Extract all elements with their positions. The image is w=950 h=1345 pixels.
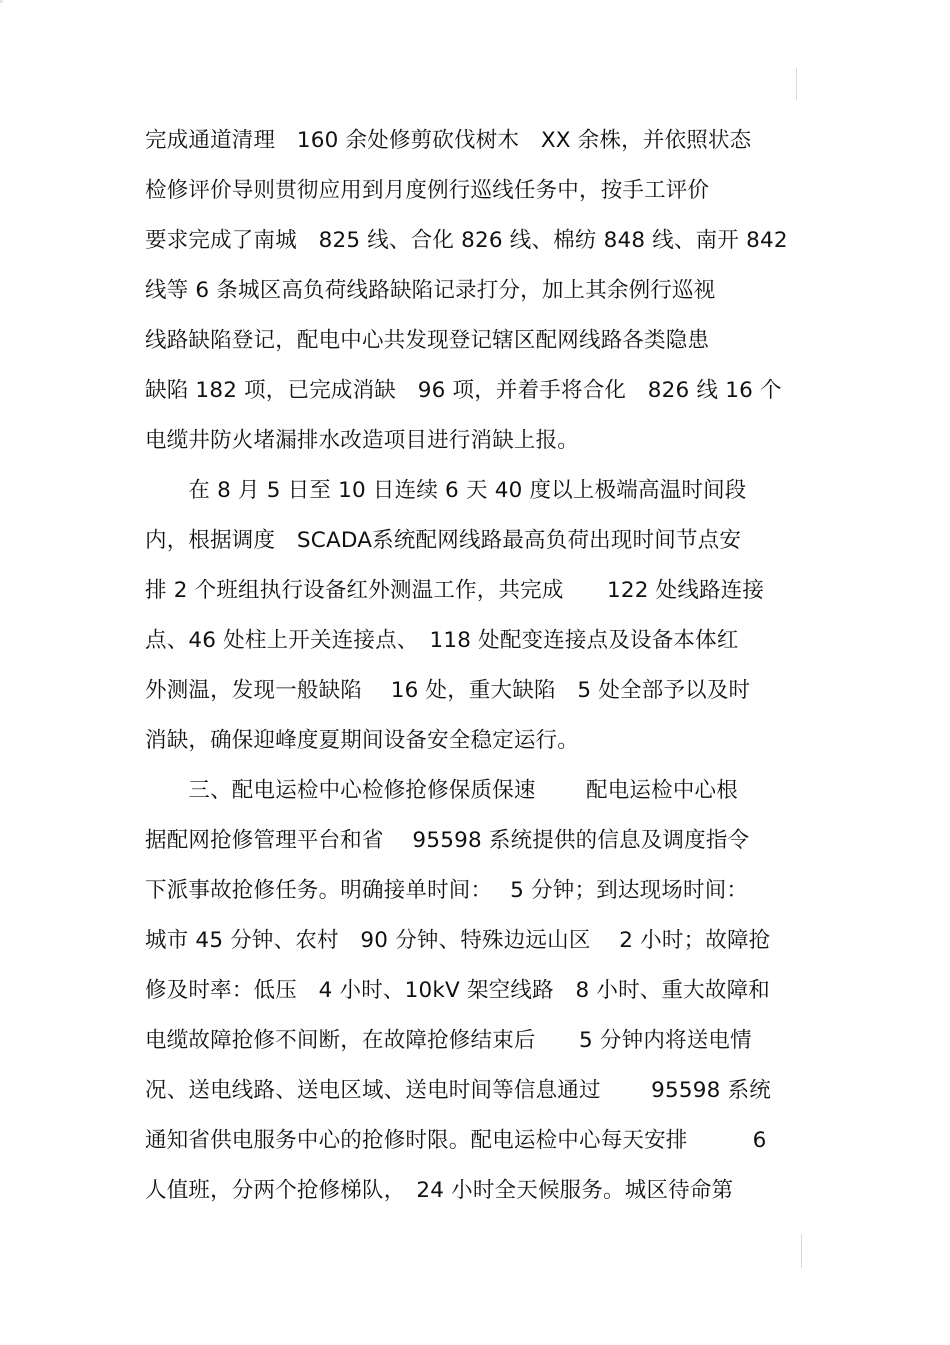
text-line: 下派事故抢修任务。明确接单时间： 5 分钟；到达现场时间：: [145, 878, 749, 903]
text-line: 消缺，确保迎峰度夏期间设备安全稳定运行。: [145, 728, 580, 753]
text-line: 要求完成了南城 825 线、合化 826 线、棉纺 848 线、南开 842: [145, 228, 788, 253]
text-line: 缺陷 182 项，已完成消缺 96 项，并着手将合化 826 线 16 个: [145, 378, 782, 403]
text-line: 线路缺陷登记，配电中心共发现登记辖区配网线路各类隐患: [145, 328, 710, 353]
page-corner-dot: [0, 0, 3, 3]
text-line: 检修评价导则贯彻应用到月度例行巡线任务中，按手工评价: [145, 178, 710, 203]
document-body-text: [145, 116, 810, 1216]
text-line: 况、送电线路、送电区域、送电时间等信息通过 95598 系统: [145, 1078, 771, 1103]
text-line: 点、46 处柱上开关连接点、 118 处配变连接点及设备本体红: [145, 628, 739, 653]
text-line: 排 2 个班组执行设备红外测温工作，共完成 122 处线路连接: [145, 578, 765, 603]
text-line: 城市 45 分钟、农村 90 分钟、特殊边远山区 2 小时；故障抢: [145, 928, 771, 953]
page-corner-mark-bottom: [801, 1234, 802, 1268]
text-line: 三、配电运检中心检修抢修保质保速 配电运检中心根: [145, 778, 738, 803]
text-line: 内，根据调度 SCADA系统配网线路最高负荷出现时间节点安: [145, 528, 742, 553]
page-corner-mark-top: [796, 68, 797, 100]
text-line: 修及时率：低压 4 小时、10kV 架空线路 8 小时、重大故障和: [145, 978, 770, 1003]
text-line: 外测温，发现一般缺陷 16 处，重大缺陷 5 处全部予以及时: [145, 678, 751, 703]
text-line: 据配网抢修管理平台和省 95598 系统提供的信息及调度指令: [145, 828, 750, 853]
text-line: 在 8 月 5 日至 10 日连续 6 天 40 度以上极端高温时间段: [145, 478, 747, 503]
text-line: 电缆故障抢修不间断，在故障抢修结束后 5 分钟内将送电情: [145, 1028, 752, 1053]
text-line: 电缆井防火堵漏排水改造项目进行消缺上报。: [145, 428, 580, 453]
text-line: 通知省供电服务中心的抢修时限。配电运检中心每天安排 6: [145, 1128, 767, 1153]
text-line: 完成通道清理 160 余处修剪砍伐树木 XX 余株，并依照状态: [145, 128, 752, 153]
text-line: 人值班，分两个抢修梯队， 24 小时全天候服务。城区待命第: [145, 1178, 734, 1203]
text-line: 线等 6 条城区高负荷线路缺陷记录打分，加上其余例行巡视: [145, 278, 716, 303]
